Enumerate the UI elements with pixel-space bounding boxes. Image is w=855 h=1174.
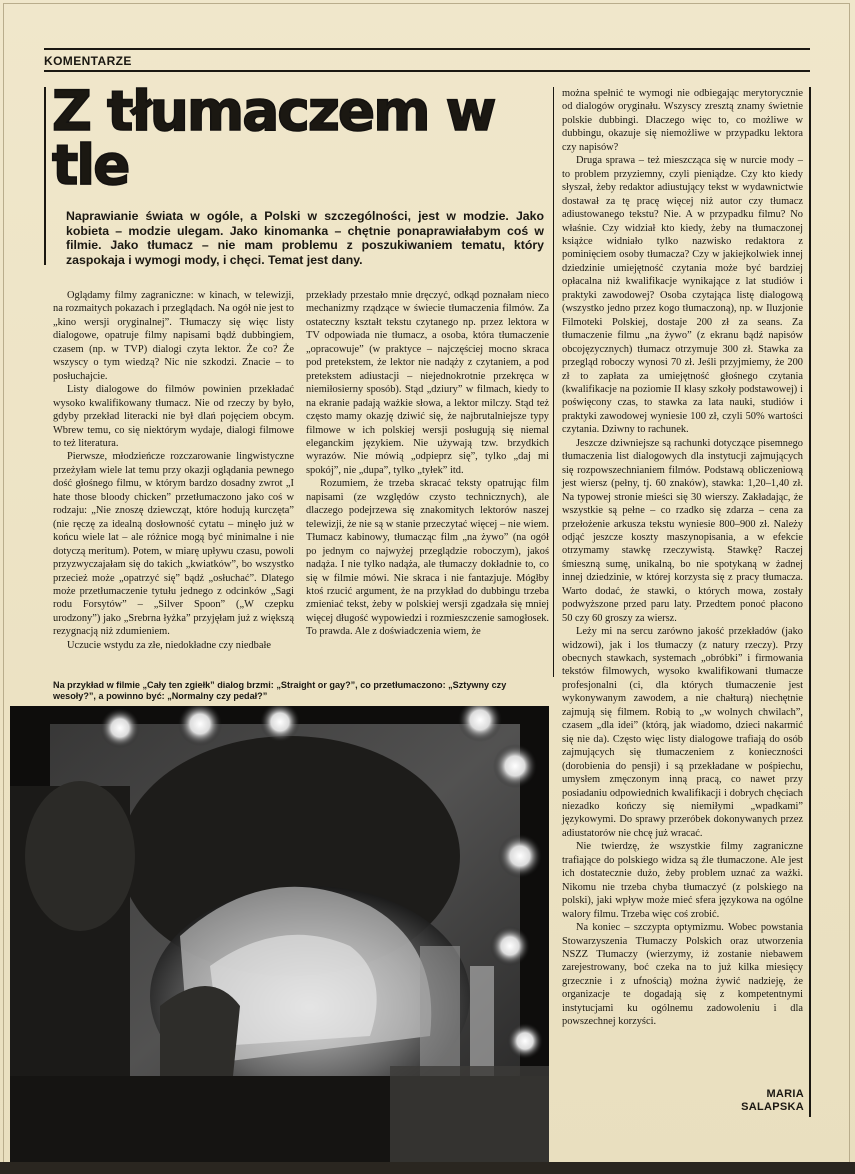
title-rule-left (44, 87, 46, 265)
article-lead: Naprawianie świata w ogóle, a Polski w szczególności, jest w modzie. Jako kobieta – modzie ulegam. Jako kinomanka – chętnie ponaprawiałabym coś w filmie. Jako tłumacz – nie mam problemu z poszukiwaniem tematu, który zaspokaja i wymogi mody, i chęci. Temat jest dany. (66, 209, 544, 267)
paragraph: można spełnić te wymogi nie odbiegając merytorycznie od dialogów oryginału. Wszyscy zresztą znamy świetnie polskie dubbingi. Dlaczego więc to, co możliwe w dubbingu, okazuje się niemożliwe w przypadku lektora czy napisów? (562, 88, 803, 153)
text-column-1 (53, 289, 294, 652)
top-rule (44, 48, 810, 50)
paragraph: Rozumiem, że trzeba skracać teksty opatrując film napisami (ze względów czysto technicznych), ale dlaczego podejrzewa się znakomitych lektorów naszej telewizji, że nie są w stanie przeczytać więcej – nie wiem. Tłumacz kabinowy, tłumacząc film „na żywo” (na ogół po jednym co najwyżej przeglądzie roboczym), jakoś nadąża. I nie tylko nadąża, ale tłumaczy dokładnie to, co się w filmie mówi. Nie skraca i nie fantazjuje. Mógłby ktoś rzucić argument, że na przykład do dubbingu trzeba zmieniać tekst, żeby w polskiej wersji zgadzała się mniej więcej długość wypowiedzi i rozmieszczenie samogłosek. To prawda. Ale z doświadczenia wiem, że (306, 478, 549, 638)
text-column-2 (306, 289, 549, 639)
paragraph: Pierwsze, młodzieńcze rozczarowanie lingwistyczne przeżyłam wiele lat temu przy okazji oglądania pewnego dość głośnego filmu, w którym bardzo dosadny zwrot „I hate those bloody chicken” przetłumaczono jako coś w rodzaju: „Nie znoszę dziewcząt, które hodują kurczęta” (nie ręczę za idealną dosłowność cytatu – minęło już w końcu wiele lat – ale różnice mogą być minimalne i nie dotyczą meritum). Potem, w miarę upływu czasu, powoli przyzwyczajałam się do takich „kwiatków”, bo wszystko przecież może „opatrzyć się” bądź „osłuchać”. Dlatego może przetłumaczenie tytułu jednego z odcinków „Sagi rodu Forsytów” – „Silver Spoon” („W czepku urodzony”) jako „Srebrna łyżka” przyjęłam już z większą rezygnacją niż zdumieniem. (53, 451, 294, 638)
author-first-name: MARIA (766, 1088, 804, 1100)
author-last-name: SALAPSKA (741, 1100, 804, 1113)
column-rule-middle (553, 87, 554, 677)
article-headline: Z tłumaczem w tle (52, 79, 495, 197)
section-rule (44, 70, 810, 72)
film-still-photo (10, 706, 549, 1162)
paragraph: Na koniec – szczypta optymizmu. Wobec powstania Stowarzyszenia Tłumaczy Polskich oraz utworzenia NSZZ Tłumaczy (wierzymy, iż zostanie niebawem zarejestrowany, boć czeka na to już kilka miesięcy grzecznie i z ufnością) można żywić nadzieję, że organizacje te dogadają się z kompetentnymi instytucjami ku ogólnemu zadowoleniu i dla powszechnej korzyści. (562, 922, 803, 1028)
paragraph: przekłady przestało mnie dręczyć, odkąd poznałam nieco mechanizmy rządzące w świecie tłumaczenia filmów. Za ostateczny kształt tekstu czytanego np. przez lektora w TV odpowiada nie tłumacz, a osoba, która tłumaczenie „opracowuje” (w praktyce – najczęściej mocno skraca pod pretekstem, że lektor nie nadąży z czytaniem, a pod pretekstem adiustacji – niejednokrotnie przekręca w niemiłosierny sposób). Stąd „dziury” w filmach, kiedy to na ekranie padają ważkie słowa, a lektor milczy. Stąd też często mamy okazję dziwić się, że najbrutalniejsze typy filmowe w ich polskiej wersji posługują się niemal eleganckim językiem. Nie używają tzw. brzydkich wyrazów. Nie mówią „odpieprz się”, tylko „daj mi spokój”, nie „dupa”, tylko „tyłek” itd. (306, 290, 549, 476)
paragraph: Uczucie wstydu za złe, niedokładne czy niedbałe (67, 639, 271, 651)
paragraph: Oglądamy filmy zagraniczne: w kinach, w telewizji, na rozmaitych pokazach i przeglądach. Na ogół nie jest to „kino wersji oryginalnej”. Tłumaczy się więc listy dialogowe, opatruje filmy napisami bądź dubbingiem, czasem (np. w TVP) dialogi czyta lektor. Że co? Że wszyscy o tym wiedzą? Nic nie szkodzi. Znacie – to posłuchajcie. (53, 290, 294, 382)
section-label: KOMENTARZE (44, 54, 132, 68)
author-signature (740, 1088, 804, 1113)
paragraph: Jeszcze dziwniejsze są rachunki dotyczące pisemnego tłumaczenia list dialogowych dla instytucji zajmujących się rozpowszechnianiem filmów. Podstawą obliczeniową jest wiersz (pełny, tj. 60 znaków), stawka: 1,20–1,40 zł. Na typowej stronie mieści się 30 wierszy. Zakładając, że wszystkie są pełne – co rzadko się zdarza – cena za przełożenie arkusza tekstu wyniesie 800–900 zł. Należy odjąć jeszcze koszty maszynopisania, a w efekcie otrzymamy stawkę rzeczywistą. Stawkę? Raczej śmieszną sumę, unikalną, bo nie spotykaną w żadnej innej dziedzinie, w której korzysta się z pracy tłumacza. Warto dodać, że stawki, o których mowa, zostały podwyższone przed paru laty. Przedtem ponoć płacono 50 czy 60 groszy za wiersz. (562, 437, 803, 624)
scan-bottom-edge (0, 1162, 855, 1174)
photo-illustration (10, 706, 549, 1162)
paragraph: Listy dialogowe do filmów powinien przekładać wysoko kwalifikowany tłumacz. Nie od rzeczy by było, gdyby przekład literacki nie był dlań pojęciem obcym. Wbrew temu, co się niektórym wydaje, dialogi filmowe to też literatura. (53, 384, 294, 449)
text-column-3 (562, 87, 803, 1029)
column-rule-right (809, 87, 811, 1117)
paragraph: Druga sprawa – też mieszcząca się w nurcie mody – to problem przyziemny, czyli pieniądze. Czy kto kiedy słyszał, żeby redaktor adiustujący tekst w wydawnictwie dostawał za tę pracę więcej niż autor czy tłumacz adiustowanego tekstu? Nie. A w przypadku filmu? No właśnie. Czy widział kto kiedy, żeby na tłumaczonej książce widniało tylko nazwisko redaktora z pominięciem osoby tłumacza? Czy w jakiejkolwiek innej dziedzinie umiejętność czytania może być bardziej opłacalna niż kwalifikacje wynikające z lat studiów i praktyki zawodowej? Osoba czytająca listę dialogową (wszystko jedno przez kogo tłumaczoną), np. w Iluzjonie Filmoteki Polskiej, dostaje 200 zł za seans. Za tłumaczenie filmu „na żywo” (z ekranu bądź napisów obcojęzycznych) tłumacz otrzymuje 300 zł. Stawka za przegląd roboczy wynosi 70 zł. Jeśli przyjmiemy, że 200 zł to zapłata za umiejętność głośnego czytania (kwalifikacje na poziomie II klasy szkoły podstawowej) i poświęcony czas, to stawka za lata nauki, studiów i praktyki zawodowej wyniesie 100 zł, czyli 50% wartości czytania. Dziwny to rachunek. (562, 155, 803, 436)
photo-caption: Na przykład w filmie „Cały ten zgiełk” dialog brzmi: „Straight or gay?”, co przetłumaczono: „Sztywny czy wesoły?”, a powinno być: „Normalny czy pedał?” (53, 680, 507, 702)
paragraph: Leży mi na sercu zarówno jakość przekładów (jako widzowi), jak i los tłumaczy (z natury rzeczy). Przy obecnych stawkach, systemach „obróbki” i firmowania tekstów filmowych, wysoko kwalifikowani tłumacze profesjonalni (ci, dla których tłumaczenie jest wykonywanym zawodem, a nie chałturą) niechętnie zajmują się filmem. Robią to „w wolnych chwilach”, czasem „dla idei” (którą, jak wiadomo, dzieci nakarmić się nie da). Często więc listy dialogowe trafiają do osób zajmujących się tłumaczeniem z konieczności (dorobienia do pensji) i są przekładane w pośpiechu, umysłem zmęczonym inną pracą, co nawet przy posiadaniu odpowiednich kwalifikacji i dobrych chęciach niezadko kończy się niemiłymi „wpadkami” językowymi. Do sprawy przeróbek dokonywanych przez adiustatorów nie chcę już wracać. (562, 626, 803, 839)
paragraph: Nie twierdzę, że wszystkie filmy zagraniczne trafiające do polskiego widza są źle tłumaczone. Ale jest ich dostatecznie dużo, żeby problem uznać za ważki. Nikomu nie trzeba chyba tłumaczyć (z polskiego na polski), jaki wpływ może mieć sfera językowa na ogólne walory filmu. Trzeba więc coś zrobić. (562, 841, 803, 920)
